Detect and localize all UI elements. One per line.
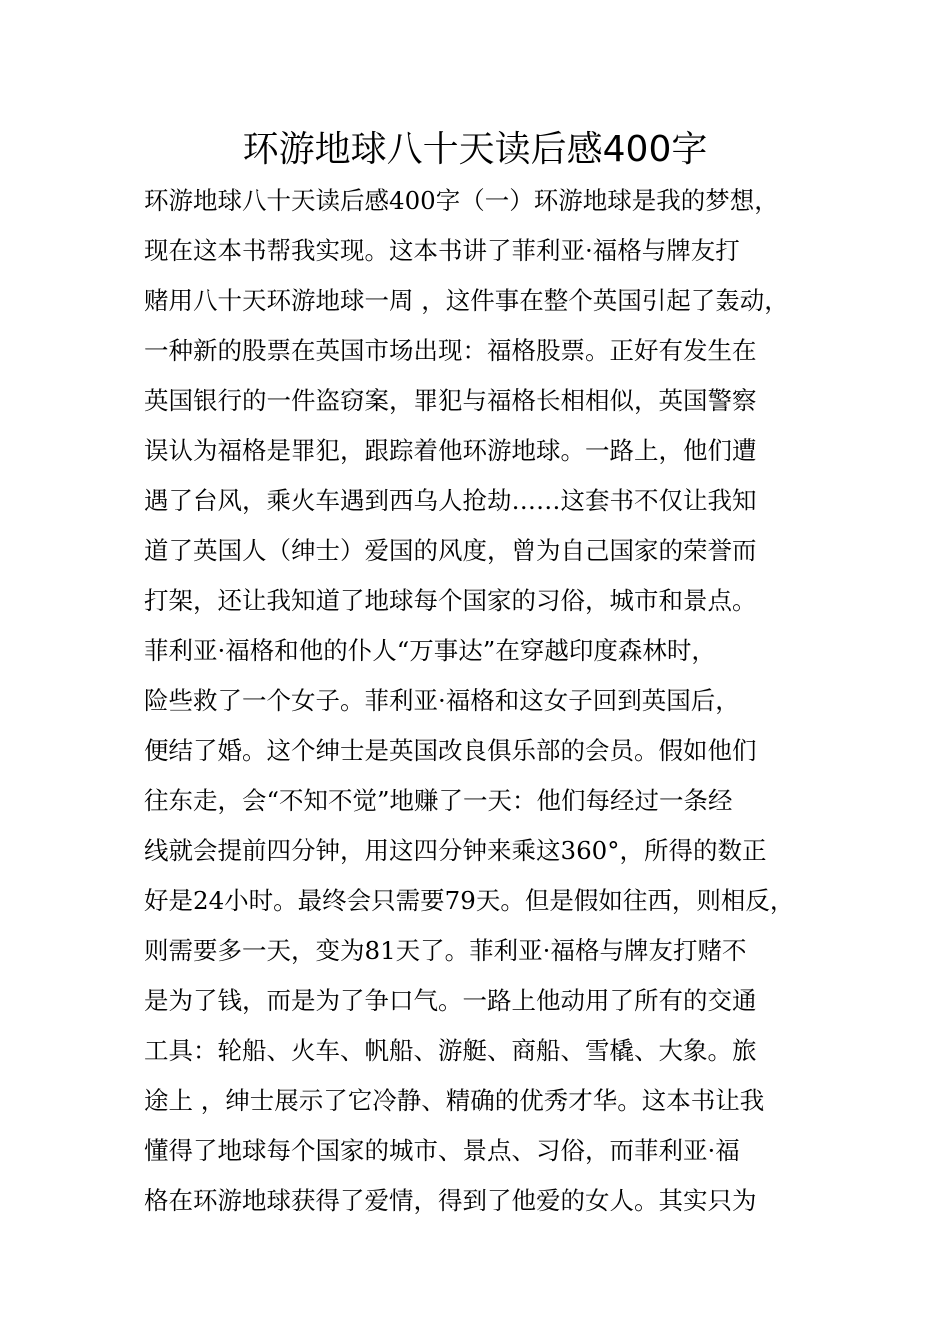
body-line: 遇了台风，乘火车遇到西乌人抢劫……这套书不仅让我知 [144, 486, 757, 515]
body-line: 格在环游地球获得了爱情，得到了他爱的女人。其实只为 [144, 1186, 757, 1215]
body-line: 险些救了一个女子。菲利亚·福格和这女子回到英国后， [144, 686, 740, 715]
body-line: 便结了婚。这个绅士是英国改良俱乐部的会员。假如他们 [144, 736, 757, 765]
body-line: 途上 ，绅士展示了它冷静、精确的优秀才华。这本书让我 [144, 1086, 765, 1115]
body-line: 懂得了地球每个国家的城市、景点、习俗，而菲利亚·福 [144, 1136, 740, 1165]
body-line: 菲利亚·福格和他的仆人“万事达”在穿越印度森林时， [144, 636, 716, 665]
body-line: 则需要多一天，变为81天了。菲利亚·福格与牌友打赌不 [144, 936, 747, 965]
body-line: 往东走，会“不知不觉”地赚了一天：他们每经过一条经 [144, 786, 733, 815]
body-line: 是为了钱，而是为了争口气。一路上他动用了所有的交通 [144, 986, 757, 1015]
body-line: 误认为福格是罪犯，跟踪着他环游地球。一路上，他们遭 [144, 436, 757, 465]
body-line: 现在这本书帮我实现。这本书讲了菲利亚·福格与牌友打 [144, 236, 740, 265]
document-title: 环游地球八十天读后感400字 [242, 129, 708, 170]
document-body [144, 176, 844, 1226]
body-line: 线就会提前四分钟，用这四分钟来乘这360°，所得的数正 [144, 836, 767, 865]
body-line: 打架，还让我知道了地球每个国家的习俗，城市和景点。 [144, 586, 757, 615]
body-line: 好是24小时。最终会只需要79天。但是假如往西，则相反， [144, 886, 795, 915]
body-line: 工具：轮船、火车、帆船、游艇、商船、雪橇、大象。旅 [144, 1036, 757, 1065]
body-line: 道了英国人（绅士）爱国的风度，曾为自己国家的荣誉而 [144, 536, 757, 565]
body-line: 环游地球八十天读后感400字（一）环游地球是我的梦想， [144, 186, 779, 215]
body-line: 赌用八十天环游地球一周 ，这件事在整个英国引起了轰动， [144, 286, 789, 315]
body-line: 一种新的股票在英国市场出现：福格股票。正好有发生在 [144, 336, 757, 365]
body-line: 英国银行的一件盗窃案，罪犯与福格长相相似，英国警察 [144, 386, 757, 415]
